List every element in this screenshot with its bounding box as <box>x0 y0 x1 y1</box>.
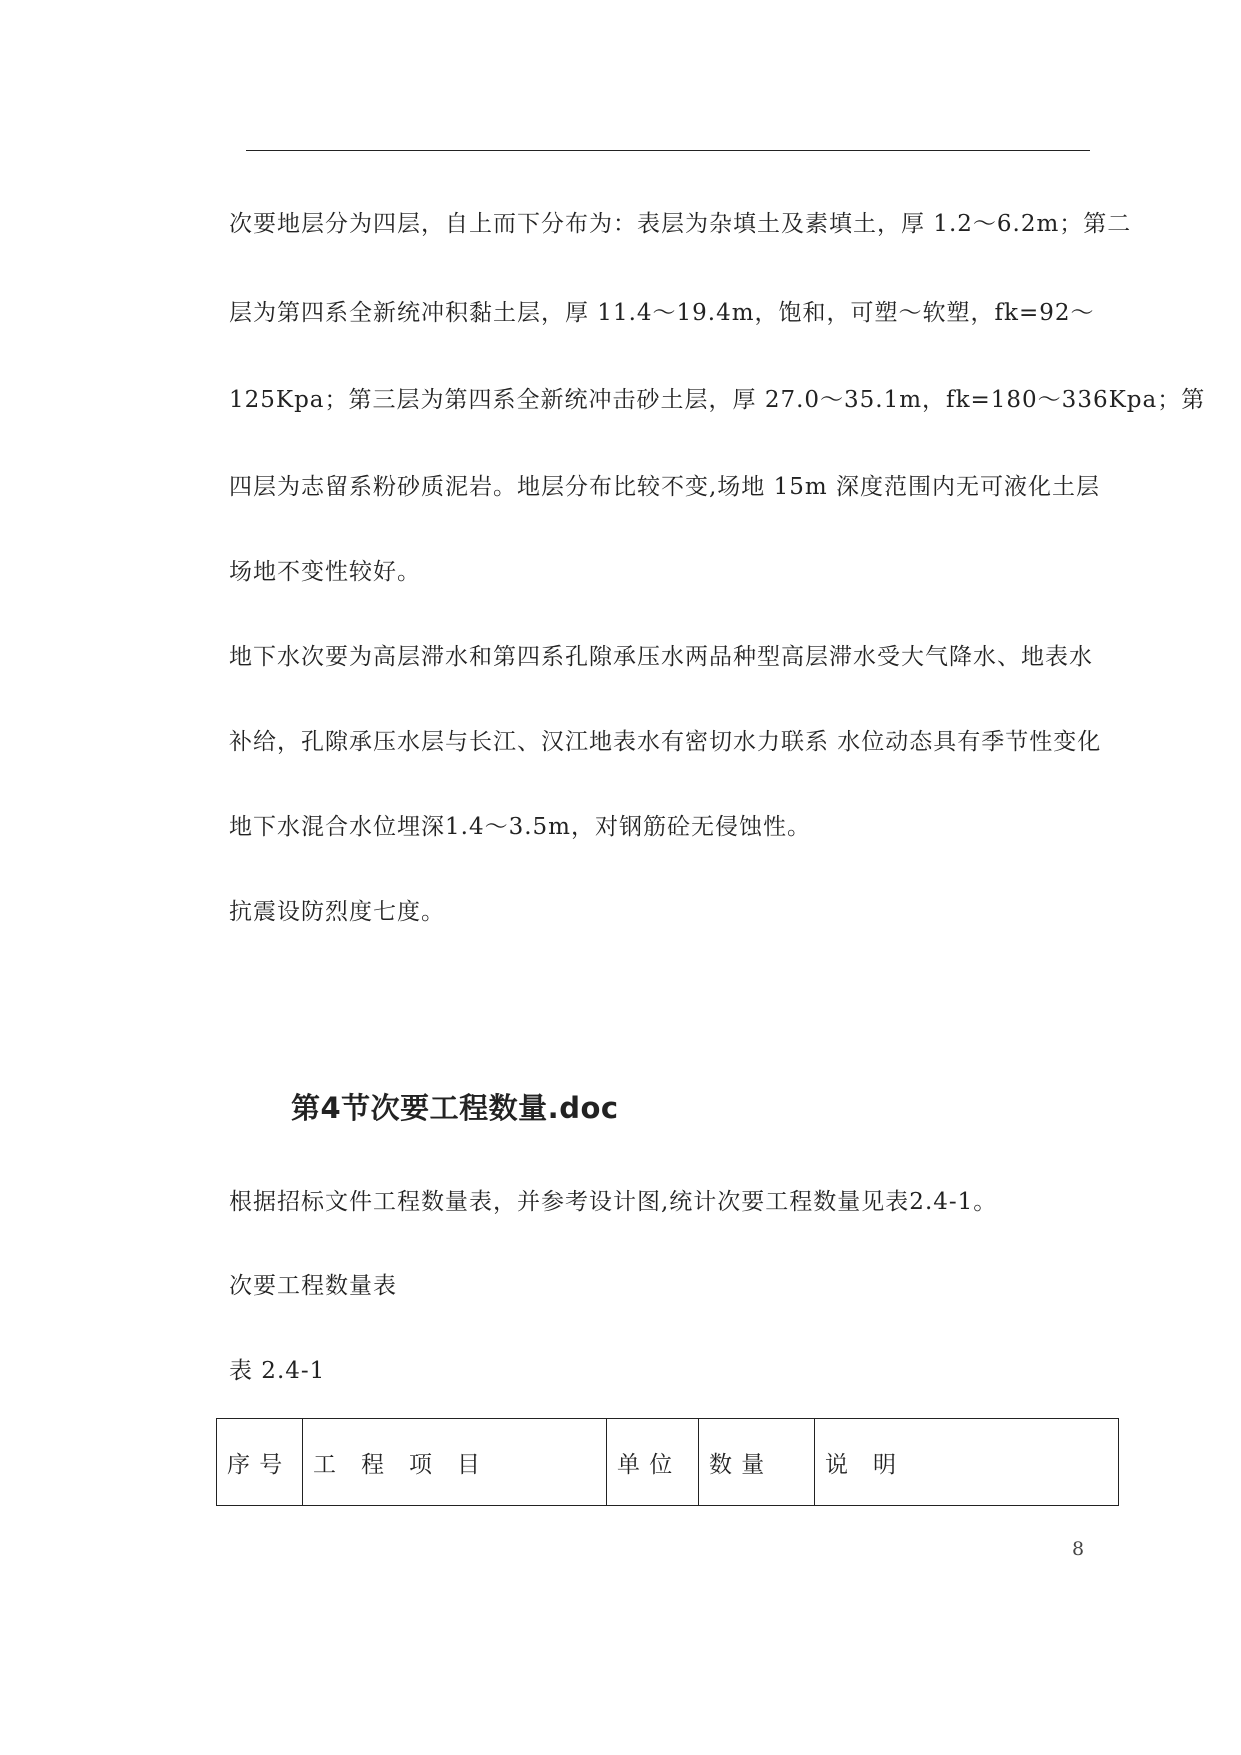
body-line: 125Kpa；第三层为第四系全新统冲击砂土层，厚 27.0～35.1m，fk=180～336Kpa；第 <box>229 387 1206 413</box>
header-cell-notes: 说 明 <box>815 1419 1119 1506</box>
header-cell-unit: 单 位 <box>607 1419 699 1506</box>
quantity-table <box>216 1418 1119 1506</box>
section-intro: 根据招标文件工程数量表，并参考设计图,统计次要工程数量见表2.4-1。 <box>229 1189 998 1215</box>
body-line: 地下水次要为高层滞水和第四系孔隙承压水两品种型高层滞水受大气降水、地表水 <box>229 644 1093 670</box>
table-number: 表 2.4-1 <box>229 1358 326 1384</box>
header-cell-quantity: 数 量 <box>699 1419 815 1506</box>
body-line: 地下水混合水位埋深1.4～3.5m，对钢筋砼无侵蚀性。 <box>229 814 811 840</box>
table-title: 次要工程数量表 <box>229 1273 397 1299</box>
header-cell-item: 工 程 项 目 <box>303 1419 607 1506</box>
page-number: 8 <box>1072 1538 1085 1560</box>
body-line: 补给，孔隙承压水层与长江、汉江地表水有密切水力联系 水位动态具有季节性变化 <box>229 729 1102 755</box>
body-line: 四层为志留系粉砂质泥岩。地层分布比较不变,场地 15m 深度范围内无可液化土层 <box>229 474 1101 500</box>
body-line: 场地不变性较好。 <box>229 559 421 585</box>
body-line: 抗震设防烈度七度。 <box>229 899 445 925</box>
body-line: 次要地层分为四层，自上而下分布为：表层为杂填土及素填土，厚 1.2～6.2m；第二 <box>229 211 1132 237</box>
header-rule <box>246 150 1090 151</box>
body-line: 层为第四系全新统冲积黏土层，厚 11.4～19.4m，饱和，可塑～软塑，fk=92～ <box>229 300 1095 326</box>
section-heading: 第4节次要工程数量.doc <box>291 1091 619 1125</box>
table-header-row <box>217 1419 1119 1506</box>
header-cell-index: 序 号 <box>217 1419 303 1506</box>
